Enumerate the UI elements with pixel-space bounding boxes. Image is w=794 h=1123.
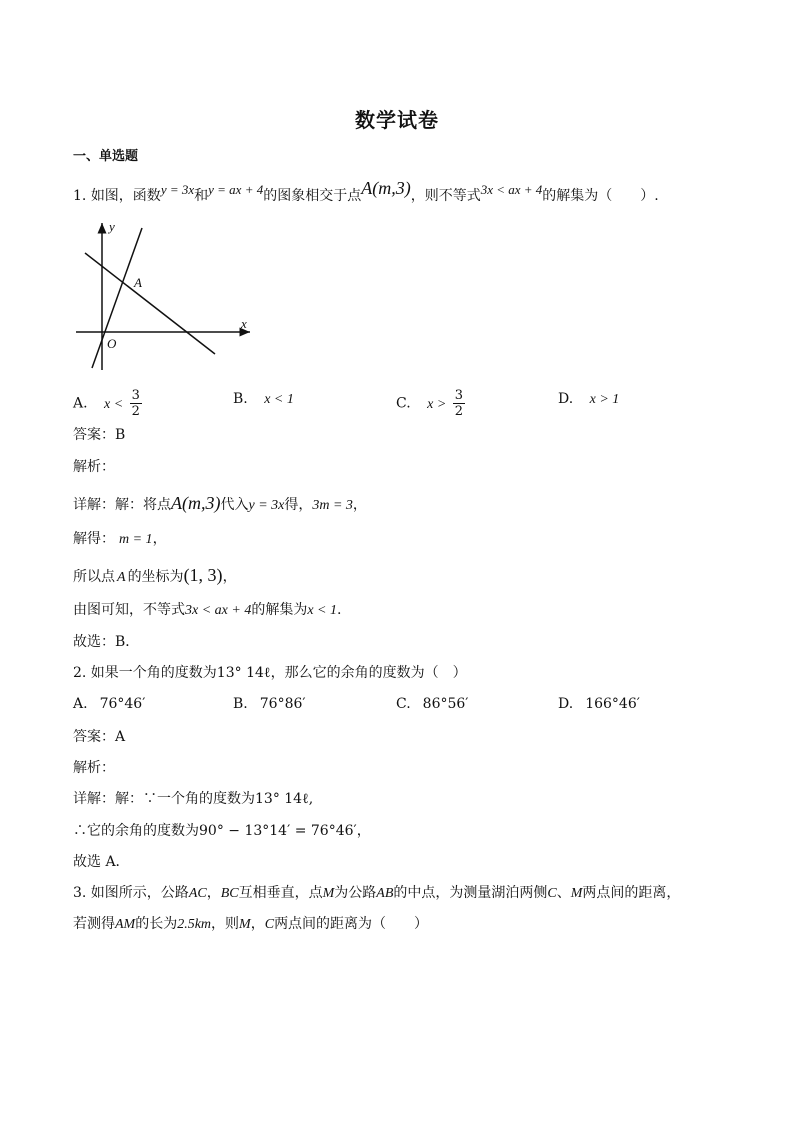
q1-detail-text-2: 代入	[220, 497, 249, 513]
q3-point-m-3: M	[239, 917, 251, 932]
q2-analysis-label: 解析：	[73, 760, 115, 776]
q1-option-b[interactable]	[233, 389, 294, 410]
q3-text-7: 两点间的距离，	[582, 885, 681, 901]
q3-stem-line-1	[73, 883, 680, 904]
q1-coord-value: (1, 3)	[183, 565, 223, 585]
q2-option-a-text: 76°46′	[99, 696, 146, 712]
q1-option-c-fraction	[453, 388, 465, 419]
q1-answer: 答案：B	[73, 427, 126, 443]
q1-detail-equation: 3m = 3	[312, 498, 353, 513]
q1-detail-text-4: ，	[352, 497, 367, 513]
q1-detail-point: A(m,3)	[171, 493, 221, 513]
q1-option-a-denominator: 2	[131, 404, 140, 419]
q1-func-2: y = ax + 4	[208, 182, 264, 197]
q3-text-4: 为公路	[334, 885, 377, 901]
q1-analysis-label: 解析：	[73, 459, 115, 475]
q1-coordinate	[73, 565, 237, 588]
q1-detail-text-3: 得，	[284, 497, 313, 513]
q2-option-b-text: 76°86′	[259, 696, 306, 712]
q2-therefore: ∴它的余角的度数为90° − 13°14′ = 76°46′，	[73, 823, 371, 839]
q3-point-c: C	[547, 886, 557, 901]
q3-text-2: ，	[206, 885, 221, 901]
q1-coord-comma: ，	[222, 569, 237, 585]
q2-stem: 2. 如果一个角的度数为13° 14ℓ，那么它的余角的度数为（ ）	[73, 665, 467, 681]
q1-conclusion-result: x < 1	[307, 603, 337, 618]
y-axis-label: y	[109, 219, 115, 234]
q1-coord-text-2: 的坐标为	[127, 569, 184, 585]
q2-option-a[interactable]	[73, 694, 145, 714]
q1-detail-text: 详解：解：将点	[73, 497, 171, 513]
q1-option-b-expr: x < 1	[264, 392, 294, 407]
q2-choose: 故选 A．	[73, 854, 130, 870]
q2-option-d-letter: D.	[558, 696, 574, 712]
page-title: 数学试卷	[355, 108, 439, 132]
line-y-ax-4	[85, 253, 215, 354]
q1-text-5: 的解集为（ ）.	[542, 188, 659, 204]
q3-text-5: 的中点，为测量湖泊两侧	[393, 885, 548, 901]
q3-text-10: ，则	[211, 916, 240, 932]
q1-option-c-denominator: 2	[454, 404, 464, 419]
q1-option-b-letter: B.	[233, 391, 248, 407]
q1-option-c-numerator: 3	[454, 388, 464, 403]
q1-text-2: 和	[194, 188, 209, 204]
q3-length: 2.5km	[177, 917, 212, 932]
q1-detail	[73, 493, 367, 516]
q2-detail: 详解：解：∵一个角的度数为13° 14ℓ,	[73, 791, 314, 807]
q3-point-m-2: M	[570, 886, 583, 901]
q1-text-3: 的图象相交于点	[263, 188, 362, 204]
q2-option-b[interactable]	[233, 694, 306, 714]
q3-road-ac: AC	[188, 886, 207, 901]
q1-solve-result: m = 1	[119, 532, 153, 547]
q1-text-1: 如图，函数	[90, 188, 161, 204]
q3-text-9: 的长为	[135, 916, 178, 932]
q2-option-a-letter: A.	[73, 696, 88, 712]
q3-text-3: 互相垂直，点	[238, 885, 323, 901]
q3-text-1: 3. 如图所示，公路	[73, 885, 189, 901]
origin-label: O	[107, 336, 117, 351]
q1-option-d[interactable]	[558, 389, 619, 410]
q1-number: 1.	[73, 188, 87, 204]
q1-text-4: ，则不等式	[410, 188, 481, 204]
q1-option-c-letter: C.	[396, 395, 411, 412]
q1-solve	[73, 529, 167, 550]
q3-text-12: 两点间的距离为（ ）	[274, 916, 429, 932]
q1-conclusion-text: 由图可知，不等式	[73, 602, 185, 618]
q1-option-d-expr: x > 1	[589, 392, 620, 407]
section-heading: 一、单选题	[73, 149, 139, 164]
q2-option-c[interactable]	[396, 694, 468, 714]
q1-option-c[interactable]	[396, 388, 465, 419]
q2-option-b-letter: B.	[233, 696, 248, 712]
q1-option-a-expr: x <	[104, 396, 124, 412]
q1-func-1: y = 3x	[160, 182, 195, 197]
q2-option-c-letter: C.	[396, 696, 411, 712]
q1-solve-text: 解得：	[73, 531, 115, 547]
q1-inequality: 3x < ax + 4	[480, 182, 543, 197]
q1-option-a-fraction	[130, 388, 142, 419]
q1-choose: 故选：B．	[73, 634, 140, 650]
q3-stem-line-2	[73, 914, 428, 935]
q3-road-bc: BC	[220, 886, 239, 901]
x-axis-label: x	[241, 316, 247, 331]
q1-detail-func: y = 3x	[248, 498, 285, 513]
q1-stem	[73, 178, 659, 206]
q1-conclusion-period: .	[337, 602, 342, 618]
q1-option-a-numerator: 3	[131, 388, 140, 403]
q3-road-ab: AB	[376, 886, 394, 901]
q1-solve-comma: ，	[152, 531, 167, 547]
q3-text-8: 若测得	[73, 916, 115, 932]
q2-option-d-text: 166°46′	[585, 696, 640, 712]
q1-coord-text: 所以点	[73, 569, 115, 585]
q2-answer: 答案：A	[73, 729, 126, 745]
q1-option-c-expr: x >	[427, 396, 447, 412]
q1-coord-point: A	[117, 570, 126, 585]
line-y-3x	[92, 228, 142, 368]
q2-option-c-text: 86°56′	[422, 696, 469, 712]
q1-graph	[70, 215, 260, 375]
q3-segment-am: AM	[115, 917, 136, 932]
q3-point-m: M	[322, 886, 335, 901]
q1-conclusion-text-2: 的解集为	[251, 602, 308, 618]
q3-point-c-2: C	[264, 917, 275, 932]
q2-option-d[interactable]	[558, 694, 640, 714]
q1-option-a[interactable]	[73, 388, 142, 419]
q1-option-d-letter: D.	[558, 391, 574, 407]
q1-conclusion-inequality: 3x < ax + 4	[185, 603, 252, 618]
q3-text-11: ，	[250, 916, 265, 932]
q1-option-a-letter: A.	[73, 395, 88, 412]
point-a-label: A	[134, 275, 142, 290]
q1-conclusion	[73, 600, 341, 621]
q1-point: A(m,3)	[361, 178, 411, 198]
q3-text-6: 、	[556, 885, 571, 901]
